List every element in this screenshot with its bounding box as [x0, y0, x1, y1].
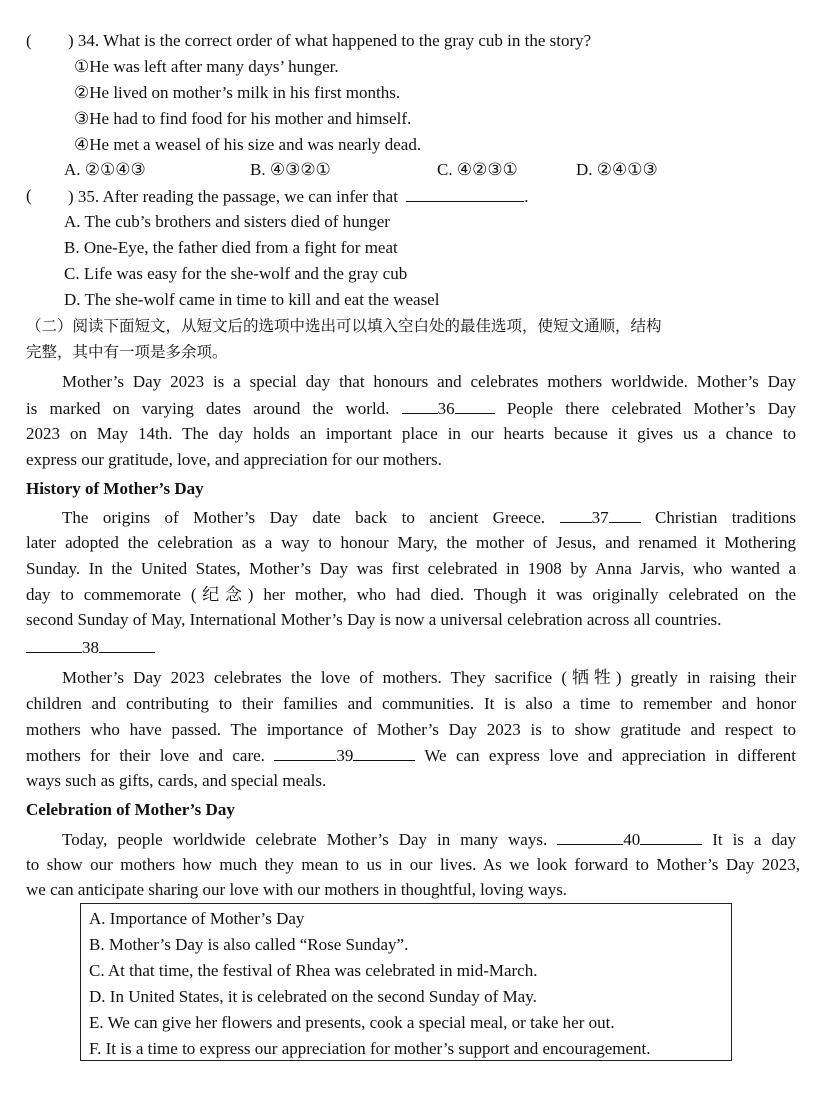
option-d[interactable]: D. In United States, it is celebrated on the second Sunday of May.: [89, 987, 537, 1006]
instruction-line-2: 完整，其中有一项是多余项。: [26, 343, 228, 361]
paragraph-2-line: Sunday. In the United States, Mother’s Day was first celebrated in 1908 by Anna Jarvis, who wanted a: [26, 559, 796, 578]
heading-celebration: Celebration of Mother’s Day: [26, 800, 235, 819]
question-34-stem: ) 34. What is the correct order of what happened to the gray cub in the story?: [68, 31, 592, 50]
option-c[interactable]: C. At that time, the festival of Rhea was celebrated in mid-March.: [89, 961, 538, 980]
paragraph-2-line: day to commemorate (纪念) her mother, who had died. Though it was originally celebrated on the: [26, 585, 796, 604]
text: Christian traditions: [655, 508, 797, 527]
text: It is a day: [712, 830, 796, 849]
answer-paren-34[interactable]: (: [26, 31, 32, 50]
choice-a[interactable]: A. The cub’s brothers and sisters died of hunger: [64, 212, 390, 231]
blank-38[interactable]: [26, 636, 155, 659]
choice-c[interactable]: C. Life was easy for the she-wolf and the gray cub: [64, 264, 408, 283]
option-a[interactable]: A. Importance of Mother’s Day: [89, 909, 305, 928]
blank-number: 40: [623, 830, 641, 849]
blank-number: 36: [437, 399, 455, 418]
event-item: ④He met a weasel of his size and was nearly dead.: [74, 135, 422, 154]
answer-paren-35[interactable]: (: [26, 186, 32, 205]
option-f[interactable]: F. It is a time to express our appreciation for mother’s support and encouragement.: [89, 1039, 651, 1058]
option-b[interactable]: B. Mother’s Day is also called “Rose Sunday”.: [89, 935, 409, 954]
choice-d[interactable]: D. ②④①③: [576, 160, 658, 179]
blank-36[interactable]: [402, 399, 495, 418]
text: People there celebrated Mother’s Day: [506, 399, 797, 418]
blank-39[interactable]: [274, 746, 415, 765]
event-item: ①He was left after many days’ hunger.: [74, 57, 339, 76]
blank-37[interactable]: [560, 508, 641, 527]
event-item: ③He had to find food for his mother and himself.: [74, 109, 412, 128]
text: Today, people worldwide celebrate Mother’s Day in many ways.: [62, 830, 548, 849]
blank-number: 38: [82, 638, 99, 657]
paragraph-2-line: second Sunday of May, International Mother’s Day is now a universal celebration across all countries.: [26, 610, 722, 629]
heading-history: History of Mother’s Day: [26, 479, 204, 498]
options-box: [80, 903, 732, 1061]
paragraph-3-line: Mother’s Day 2023 celebrates the love of mothers. They sacrifice (牺牲) greatly in raising their: [62, 668, 796, 687]
question-35-stem-row: [68, 185, 528, 208]
stem-period: .: [524, 187, 529, 206]
text: We can express love and appreciation in different: [424, 746, 796, 765]
paragraph-2-line: [62, 506, 796, 529]
text: The origins of Mother’s Day date back to ancient Greece.: [62, 508, 546, 527]
answer-blank[interactable]: [406, 185, 524, 202]
blank-number: 39: [336, 746, 354, 765]
choice-c[interactable]: C. ④②③①: [437, 160, 518, 179]
paragraph-4-line: [62, 828, 796, 851]
paragraph-1-line: express our gratitude, love, and appreciation for our mothers.: [26, 450, 442, 469]
choice-b[interactable]: B. ④③②①: [250, 160, 331, 179]
choice-d[interactable]: D. The she-wolf came in time to kill and eat the weasel: [64, 290, 440, 309]
blank-40[interactable]: [557, 830, 702, 849]
paragraph-3-line: children and contributing to their families and communities. It is also a time to remember and honor: [26, 694, 796, 713]
paragraph-2-line: later adopted the celebration as a way to honour Mary, the mother of Jesus, and renamed it Mothering: [26, 533, 796, 552]
blank-number: 37: [591, 508, 609, 527]
choice-a[interactable]: A. ②①④③: [64, 160, 146, 179]
paragraph-3-line: ways such as gifts, cards, and special meals.: [26, 771, 327, 790]
paragraph-1-line: Mother’s Day 2023 is a special day that honours and celebrates mothers worldwide. Mother’s Day: [62, 372, 796, 391]
choice-b[interactable]: B. One-Eye, the father died from a fight for meat: [64, 238, 398, 257]
text: is marked on varying dates around the world.: [26, 399, 390, 418]
instruction-line-1: （二）阅读下面短文，从短文后的选项中选出可以填入空白处的最佳选项，使短文通顺，结构: [26, 317, 662, 335]
paragraph-4-line: we can anticipate sharing our love with our mothers in thoughtful, loving ways.: [26, 880, 568, 899]
text: mothers for their love and care.: [26, 746, 265, 765]
question-35-stem: ) 35. After reading the passage, we can infer that: [68, 187, 398, 206]
paragraph-1-line: 2023 on May 14th. The day holds an important place in our hearts because it gives us a chance to: [26, 424, 796, 443]
paragraph-4-line: to show our mothers how much they mean to us in our lives. As we look forward to Mother’s Day 2023,: [26, 855, 800, 874]
paragraph-3-line: [26, 744, 796, 767]
paragraph-3-line: mothers who have passed. The importance of Mother’s Day 2023 is to show gratitude and respect to: [26, 720, 796, 739]
paragraph-1-line: [26, 397, 796, 420]
option-e[interactable]: E. We can give her flowers and presents, cook a special meal, or take her out.: [89, 1013, 615, 1032]
event-item: ②He lived on mother’s milk in his first months.: [74, 83, 401, 102]
